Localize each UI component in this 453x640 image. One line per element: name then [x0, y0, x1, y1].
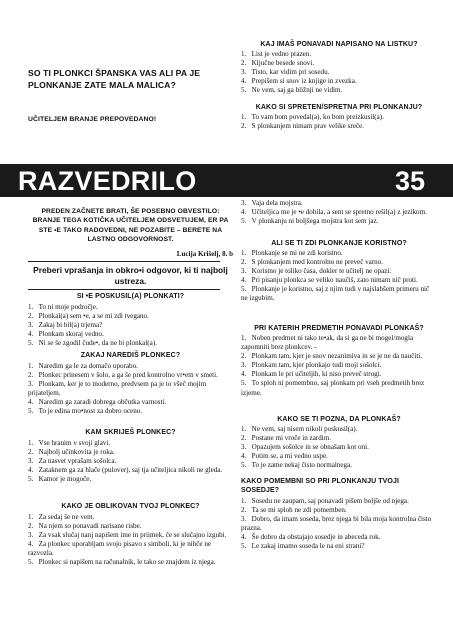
answer-item: 2. Plonkam tam, kjer je snov nezanimiva in se je ne da naučiti.: [241, 352, 423, 361]
right-section-1: [241, 41, 437, 95]
answer-item: 2. Ključne besede snovi.: [241, 59, 315, 68]
right-section-3: [241, 240, 437, 304]
author-line: Lucija Krišelj, 8. b: [176, 250, 233, 258]
section-title: KAM SKRIJEŠ PLONKEC?: [85, 429, 176, 436]
answer-item: 1. Sosedu ne zaupam, saj ponavadi pišem boljše od njega.: [241, 497, 409, 505]
answer-item: 1. Naredim ga le za domačo uporabo.: [28, 362, 138, 370]
section-title: PRI KATERIH PREDMETIH PONAVADI PLONKAŠ?: [254, 325, 424, 332]
right-section-6: [241, 477, 437, 552]
section-title: SI •E POSKUSIL(A) PLONKATI?: [76, 293, 185, 300]
answer-item: 3. Koristno je toliko časa, dokler te učitelj ne opazi.: [241, 267, 392, 276]
answer-item: 1. List je vedno prazen.: [241, 50, 312, 58]
answer-item: 1. Vse hranim v svoji glavi.: [28, 439, 111, 447]
answer-item: 4. Zataknem ga za hlače (pulover), saj tja učiteljica nikoli ne gleda.: [28, 466, 223, 475]
answer-item: 3. Vaja dela mojstra.: [241, 199, 303, 207]
answer-item: 3. Opazujem sošolce in se obnašam kot oni.: [241, 443, 369, 452]
answer-item: 3. Plonkam, ker je to moderno, predvsem pa je to všeč mojim prijateljem.: [28, 380, 207, 398]
answer-item: 5. To je edina mo•nost za dobro oceno.: [28, 407, 143, 416]
answer-item: 1. Plonkanje se mi ne zdi koristno.: [241, 249, 343, 257]
page-number: 35: [395, 166, 426, 196]
teachers-note: UČITELJEM BRANJE PREPOVEDANO!: [28, 116, 157, 123]
answer-item: 2. Najbolj učinkovita je roka.: [28, 448, 115, 457]
answer-item: 3. Tisto, kar vidim pri sosedu.: [241, 68, 330, 77]
left-section-1: [28, 293, 233, 348]
question-title-block: [28, 67, 228, 91]
answer-item: 5. Plonkanje je koristno, saj z njim tudi v najslabšem primeru nič ne izgubim.: [241, 285, 430, 303]
answer-item: 4. Naredim ga zaradi dobrega občutka varnosti.: [28, 398, 167, 407]
banner-title: RAZVEDRILO: [18, 166, 197, 196]
answer-item: 5. Ni se še zgodil čude•, da ne bi plonkal(a).: [28, 339, 157, 348]
answer-item: 1. To ni moje področje.: [28, 303, 98, 311]
section-title: KAJ IMAŠ PONAVADI NAPISANO NA LISTKU?: [260, 41, 418, 48]
answer-item: 5. V plonkanju ni boljšega mojstra kot sem jaz.: [241, 217, 379, 226]
section-title: ZAKAJ NAREDIŠ PLONKEC?: [80, 352, 181, 359]
answer-item: 4. Še dobro da obstajajo sosedje in abeceda rok.: [241, 533, 381, 542]
answer-item: 3. Dobro, da imam soseda, brez njega bi bila moja kontrolna čisto prazna.: [241, 515, 432, 533]
answer-item: 1. To vam bom povedal(a), ko bom preizkusil(a).: [241, 113, 384, 121]
answer-item: 4. Za plonkec uporabljam svojo pisavo s simboli, ki je nihče ne razvozla.: [28, 540, 212, 558]
answer-item: 4. Pri pisanju plonkca se veliko naučiš, zato nimam nič proti.: [241, 276, 418, 285]
answer-item: 4. Plonkam le pri učiteljih, ki niso preveč strogi.: [241, 370, 382, 379]
question-title: SO TI PLONKCI ŠPANSKA VAS ALI PA JE PLONKANJE ZATE MALA MALICA?: [28, 68, 201, 90]
divider-bottom: [28, 289, 220, 290]
answer-item: 3. Za vsak slučaj nanj napišem ime in priimek, če se slučajno izgubi.: [28, 531, 227, 540]
answer-item: 4. Učiteljica me je •e dobila, a sem se spretno rešil(a) z jezikom.: [241, 208, 427, 217]
section-title: KAKO SI SPRETEN/SPRETNA PRI PLONKANJU?: [255, 104, 423, 111]
answer-item: 5. To je zame nekaj čisto normalnega.: [241, 461, 352, 470]
section-title: KAKO JE OBLIKOVAN TVOJ PLONKEC?: [61, 503, 200, 510]
intro-notice: PREDEN ZAČNETE BRATI, ŠE POSEBNO OBVESTILO: BRANJE TEGA KOTIČKA UČITELJEM ODSVETUJEM, ER PA STE •E TAKO RADOVEDNI, NE POZABITE – BERETE NA LASTNO ODGOVORNOST.: [32, 208, 229, 244]
answer-item: 4. Prepišem si snov iz knjige in zvezka.: [241, 77, 357, 86]
section-title: KAKO SE TI POZNA, DA PLONKAŠ?: [277, 416, 401, 423]
right-section-5: [241, 416, 437, 470]
answer-item: 5. Ne vem, saj ga bližnji ne vidim.: [241, 86, 343, 95]
answer-item: 3. Zakaj bi bil(a) trjema?: [28, 321, 103, 330]
answer-item: 2. S plonkanjem nimam prav velike sreče.: [241, 122, 364, 131]
answer-item: 1. Ne vem, saj nisem nikoli poskusil(a).: [241, 425, 358, 433]
answer-item: 3. Za nasvet vprašam sošolca.: [28, 457, 117, 466]
answer-item: 5. To sploh ni pomembno, saj plonkam pri vseh predmetih brez izjeme.: [241, 379, 425, 397]
answer-item: 5. Le zakaj imamo soseda le na eni strani?: [241, 542, 365, 551]
answer-item: 3. Plonkam tam, kjer plonkajo tudi moji sošolci.: [241, 361, 382, 370]
section-title: ALI SE TI ZDI PLONKANJE KORISTNO?: [271, 240, 407, 247]
answer-item: 5. Kamor je mogoče.: [28, 475, 92, 484]
right-section-4: [241, 325, 437, 398]
divider-top: [28, 261, 220, 262]
answer-item: 4. Plonkam skoraj vedno.: [28, 330, 104, 339]
answer-item: 4. Potim se, a mi vedno uspe.: [241, 452, 328, 461]
instruction: Preberi vprašanja in obkro•i odgovor, ki ti najbolj ustreza.: [33, 265, 228, 286]
left-section-3: [28, 429, 233, 484]
right-section-2: [241, 104, 437, 131]
section-title: KAKO POMEMBNI SO PRI PLONKANJU TVOJI SOSEDJE?: [241, 478, 400, 494]
answer-item: 2. Plonkec prinesem v šolo, a ga še pred kontrolno vr•em v smeti.: [28, 371, 218, 380]
answer-item: 5. Plonkec si napišem na računalnik, le tako se znajdem iz njega.: [28, 558, 216, 567]
answer-item: 2. Postane mi vroče in zardim.: [241, 434, 332, 443]
left-section-2: [28, 352, 233, 417]
answer-item: 2. Na njem so ponavadi narisane risbe.: [28, 522, 142, 531]
right-section-2-continued: [241, 199, 437, 226]
answer-item: 1. Noben predmet ni tako te•ak, da si ga ne bi mogel/mogla zapomniti brez plonkcev. -: [241, 334, 414, 352]
answer-item: 2. Ta se mi sploh ne zdi pomemben.: [241, 506, 347, 515]
answer-item: 2. Plonkal(a) sem •e, a se mi zdi tvegano.: [28, 312, 149, 321]
answer-item: 1. Za sedaj še ne vem.: [28, 513, 95, 521]
answer-item: 2. S plonkanjem med kontrolno ne preveč varno.: [241, 258, 384, 267]
left-section-4: [28, 503, 233, 568]
